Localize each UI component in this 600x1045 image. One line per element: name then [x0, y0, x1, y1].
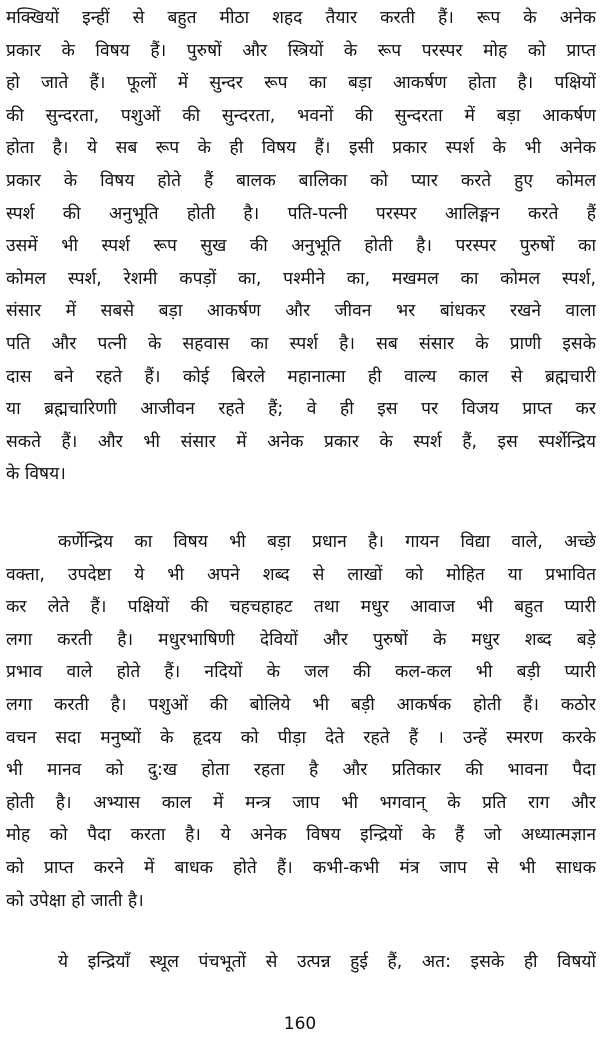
page-number: 160: [283, 1014, 317, 1034]
text-line: भी मानव को दु:ख होता रहता है और प्रतिकार की भावना पैदा: [6, 760, 596, 781]
text-line: को उपेक्षा हो जाती है।: [6, 890, 144, 911]
text-line: कोमल स्पर्श, रेशमी कपड़ों का, पश्मीने का, मखमल का कोमल स्पर्श,: [6, 268, 596, 289]
text-line: कर्णेन्द्रिय का विषय भी बड़ा प्रधान है। गायन विद्या वाले, अच्छे: [58, 532, 596, 552]
text-line: मक्खियों इन्हीं से बहुत मीठा शहद तैयार करती हैं। रूप के अनेक: [6, 8, 596, 28]
text-line: को प्राप्त करने में बाधक होते हैं। कभी-कभी मंत्र जाप से भी साधक: [6, 857, 596, 878]
text-line: सकते हैं। और भी संसार में अनेक प्रकार के स्पर्श हैं, इस स्पर्शेन्द्रिय: [6, 431, 596, 452]
text-line: उसमें भी स्पर्श रूप सुख की अनुभूति होती है। परस्पर पुरुषों का: [6, 236, 596, 257]
text-line: संसार में सबसे बड़ा आकर्षण और जीवन भर बांधकर रखने वाला: [6, 301, 596, 322]
text-line: प्रकार के विषय होते हैं बालक बालिका को प्यार करते हुए कोमल: [6, 170, 596, 191]
text-line: प्रकार के विषय हैं। पुरुषों और स्त्रियों के रूप परस्पर मोह को प्राप्त: [6, 40, 596, 61]
paragraph-senses: [6, 946, 596, 979]
paragraph-hearing: [6, 526, 596, 917]
text-line: वचन सदा मनुष्यों के हृदय को पीड़ा देते रहते हैं । उन्हें स्मरण करके: [6, 727, 596, 748]
text-line: ये इन्द्रियाँ स्थूल पंचभूतों से उत्पन्न हुई हैं, अत: इसके ही विषयों: [58, 952, 596, 972]
text-line: दास बने रहते हैं। कोई बिरले महानात्मा ही वाल्य काल से ब्रह्मचारी: [6, 366, 596, 387]
text-line: स्पर्श की अनुभूति होती है। पति-पत्नी परस्पर आलिङ्गन करते हैं: [6, 203, 596, 224]
text-line: की सुन्दरता, पशुओं की सुन्दरता, भवनों की सुन्दरता में बड़ा आकर्षण: [6, 105, 596, 126]
text-line: वक्ता, उपदेष्टा ये भी अपने शब्द से लाखों को मोहित या प्रभावित: [6, 564, 596, 585]
text-line: लगा करती है। पशुओं की बोलिये भी बड़ी आकर्षक होती हैं। कठोर: [6, 694, 596, 715]
text-line: होती है। अभ्यास काल में मन्त्र जाप भी भगवान् के प्रति राग और: [6, 792, 596, 813]
text-line: लगा करती है। मधुरभाषिणी देवियों और पुरुषों के मधुर शब्द बड़े: [6, 629, 596, 650]
text-line: पति और पत्नी के सहवास का स्पर्श है। सब संसार के प्राणी इसके: [6, 333, 596, 354]
text-line: के विषय।: [6, 464, 66, 485]
text-line: हो जाते हैं। फूलों में सुन्दर रूप का बड़ा आकर्षण होता है। पक्षियों: [6, 73, 596, 94]
paragraph-touch: [6, 2, 596, 491]
text-line: कर लेते हैं। पक्षियों की चहचहाहट तथा मधुर आवाज भी बहुत प्यारी: [6, 597, 596, 618]
text-line: प्रभाव वाले होते हैं। नदियों के जल की कल-कल भी बड़ी प्यारी: [6, 662, 596, 683]
text-line: या ब्रह्मचारिणाी आजीवन रहते हैं; वे ही इस पर विजय प्राप्त कर: [6, 399, 596, 420]
text-line: होता है। ये सब रूप के ही विषय हैं। इसी प्रकार स्पर्श के भी अनेक: [6, 138, 596, 159]
text-line: मोह को पैदा करता है। ये अनेक विषय इन्द्रियों के हैं जो अध्यात्मज्ञान: [6, 825, 596, 846]
